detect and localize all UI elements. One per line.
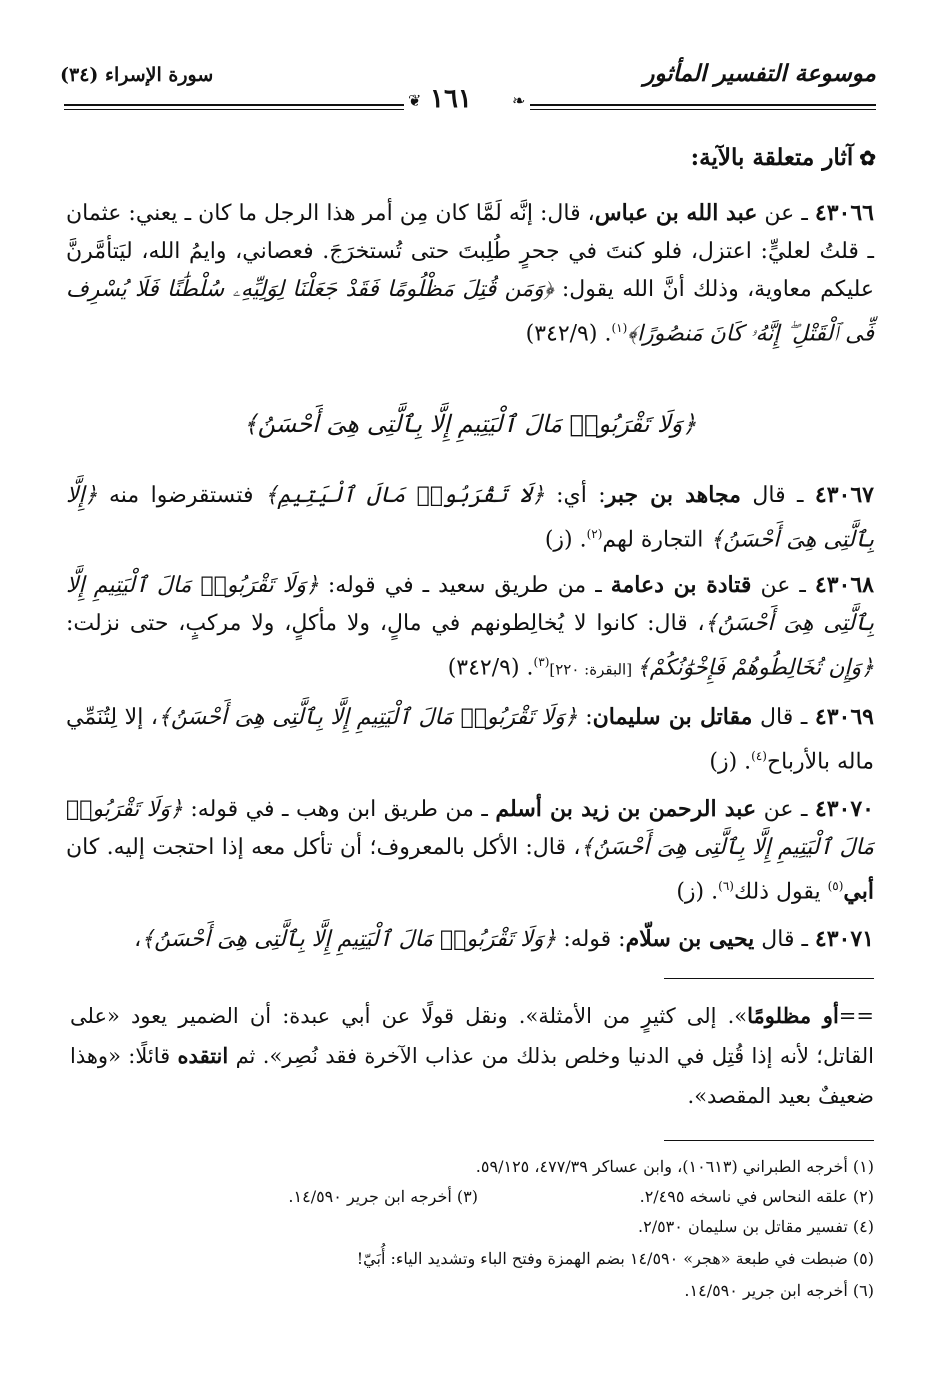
narrator-name: عبد الرحمن بن زيد بن أسلم bbox=[495, 796, 757, 822]
text: : أي: bbox=[544, 483, 606, 508]
header-rule bbox=[530, 104, 876, 106]
continuation-mark: == bbox=[838, 1004, 874, 1028]
footnote-ref: (٥) bbox=[827, 879, 844, 893]
text: ، إلا لِتُنَمِّي ماله بالأرباح bbox=[66, 705, 874, 775]
quran-quote: ﴿وَلَا تَقْرَبُوا۟ مَالَ ٱلْيَتِيمِ إِلَّا بِٱلَّتِى هِىَ أَحْسَنُ﴾ bbox=[66, 573, 874, 636]
quran-quote: ﴿وَلَا تَقْرَبُوا۟ مَالَ ٱلْيَتِيمِ إِلَّا بِٱلَّتِى هِىَ أَحْسَنُ﴾ bbox=[141, 927, 557, 952]
quran-quote: ﴿إِلَّا بِٱلَّتِى هِىَ أَحْسَنُ﴾ bbox=[66, 483, 874, 553]
text: ، bbox=[134, 927, 142, 952]
quran-quote: ﴿لَا تَقْرَبُوا۟ مَالَ ٱلْيَتِيمِ﴾ bbox=[264, 483, 545, 508]
footnote: (٤) تفسير مقاتل بن سليمان ٢/٥٣٠. bbox=[638, 1217, 874, 1236]
text: . (٣٤٢/٩) bbox=[447, 655, 534, 681]
section-heading bbox=[691, 144, 876, 171]
text: فتستقرضوا منه bbox=[97, 483, 265, 508]
ayah-heading: ﴿وَلَا تَقْرَبُوا۟ مَالَ ٱلْيَتِيمِ إِلَّا بِٱلَّتِى هِىَ أَحْسَنُ﴾ bbox=[243, 410, 697, 438]
footnote-ref: (١) bbox=[611, 321, 628, 335]
text: يقول ذلك bbox=[733, 879, 828, 905]
footnote-ref: (٤) bbox=[751, 749, 767, 763]
text: : قوله: bbox=[556, 927, 626, 952]
footnote-continuation bbox=[70, 996, 874, 1116]
page-number: ١٦١ bbox=[430, 84, 472, 114]
text: قائلًا: «وهذا ضعيفٌ بعيد المقصد». bbox=[70, 1044, 874, 1108]
header-rule bbox=[64, 104, 404, 106]
item-number: ٤٣٠٧٠ bbox=[814, 796, 874, 822]
ornament-icon: ❦ bbox=[408, 91, 422, 110]
footnote-separator bbox=[664, 1140, 874, 1141]
section-title: آثار متعلقة بالآية: bbox=[690, 144, 854, 171]
text: . (ز) bbox=[676, 879, 719, 905]
paragraph bbox=[66, 476, 874, 559]
item-number: ٤٣٠٧١ bbox=[814, 926, 874, 952]
paragraph bbox=[66, 194, 874, 353]
item-number: ٤٣٠٦٨ bbox=[814, 572, 874, 598]
footnote-row bbox=[66, 1186, 874, 1208]
footnote: (٣) أخرجه ابن جرير ١٤/٥٩٠. bbox=[288, 1187, 478, 1206]
narrator-name: يحيى بن سلّام bbox=[625, 926, 755, 952]
item-number: ٤٣٠٦٦ bbox=[814, 200, 874, 226]
text: . (ز) bbox=[709, 749, 752, 775]
citation: [البقرة: ٢٢٠] bbox=[549, 660, 637, 679]
narrator-name: مقاتل بن سليمان bbox=[592, 704, 753, 730]
ornament-icon: ❧ bbox=[512, 91, 526, 110]
bold-text: انتقده bbox=[177, 1043, 229, 1068]
text: ـ من طريق ابن وهب ـ في قوله: bbox=[182, 797, 496, 822]
footnote-separator bbox=[664, 978, 874, 979]
text: : bbox=[577, 705, 593, 730]
paragraph bbox=[66, 566, 874, 688]
bold-text: أو مظلومًا bbox=[747, 1003, 839, 1028]
text: ». إلى كثيرٍ من الأمثلة». ونقل قولًا عن أبي عبدة: أن الضمير يعود «على القاتل؛ لأنه إذا قُتِل في الدنيا وخلص بذلك من عذاب الآخرة فقد نُصِر». ثم bbox=[70, 1004, 874, 1068]
narrator-name: عبد الله بن عباس bbox=[594, 200, 758, 226]
text: ـ قال bbox=[754, 927, 815, 952]
narrator-name: أبي bbox=[843, 878, 874, 905]
quran-quote: ﴿وَلَا تَقْرَبُوا۟ مَالَ ٱلْيَتِيمِ إِلَّا بِٱلَّتِى هِىَ أَحْسَنُ﴾ bbox=[66, 797, 874, 860]
flower-icon: ✿ bbox=[859, 146, 876, 170]
text: ، قال: كانوا لا يُخالِطونهم في مالٍ، ولا مأكلٍ، ولا مركبٍ، حتى نزلت: bbox=[66, 611, 705, 636]
paragraph bbox=[66, 790, 874, 911]
footnote: (٦) أخرجه ابن جرير ١٤/٥٩٠. bbox=[684, 1281, 874, 1300]
text: . (ز) bbox=[544, 527, 587, 553]
text: . (٣٤٢/٩) bbox=[525, 321, 612, 347]
footnote: (٢) علقه النحاس في ناسخه ٢/٤٩٥. bbox=[639, 1187, 874, 1206]
quran-quote: ﴿وَإِن تُخَالِطُوهُمْ فَإِخْوَٰنُكُمْ﴾ bbox=[636, 655, 874, 681]
text: ـ قال bbox=[752, 705, 815, 730]
footnote: (٥) ضبطت في طبعة «هجر» ١٤/٥٩٠ بضم الهمزة وفتح الباء وتشديد الياء: أُبَيّ! bbox=[356, 1249, 874, 1268]
quran-quote: ﴿وَمَن قُتِلَ مَظْلُومًا فَقَدْ جَعَلْنَا لِوَلِيِّهِۦ سُلْطَٰنًا فَلَا يُسْرِف فِّى ٱلْقَتْلِ ۖ إِنَّهُۥ كَانَ مَنصُورًا﴾ bbox=[66, 277, 874, 347]
footnote-ref: (٢) bbox=[586, 527, 603, 541]
text: ، قال: إنَّه لَمَّا كان مِن أمر هذا الرجل ما كان ـ يعني: عثمان ـ قلتُ لعليٍّ: اعتزل، فلو كنتَ في جحرٍ طُلِبتَ حتى تُستخرَجَ. فعصاني، وايمُ الله، ليَتأمَّرنَّ عليكم معاوية، وذلك أنَّ الله يقول: bbox=[66, 201, 874, 302]
surah-label: سورة الإسراء (٣٤) bbox=[60, 64, 214, 86]
text: التجارة لهم bbox=[602, 527, 711, 553]
footnote: (١) أخرجه الطبراني (١٠٦١٣)، وابن عساكر ٤٧٧/٣٩، ٥٩/١٢٥. bbox=[475, 1157, 874, 1176]
item-number: ٤٣٠٦٧ bbox=[814, 482, 874, 508]
text: ـ من طريق سعيد ـ في قوله: bbox=[318, 573, 611, 598]
book-title: موسوعة التفسير المأثور bbox=[643, 60, 876, 87]
footnote-ref: (٦) bbox=[718, 879, 734, 893]
header-rule bbox=[64, 109, 404, 110]
paragraph bbox=[66, 698, 874, 781]
item-number: ٤٣٠٦٩ bbox=[814, 704, 874, 730]
text: ـ عن bbox=[757, 201, 815, 226]
narrator-name: قتادة بن دعامة bbox=[610, 572, 752, 598]
text: ـ قال bbox=[740, 483, 815, 508]
paragraph bbox=[66, 920, 874, 959]
narrator-name: مجاهد بن جبر bbox=[605, 482, 741, 508]
footnote-ref: (٣) bbox=[533, 655, 550, 669]
text: ـ عن bbox=[751, 573, 815, 598]
quran-quote: ﴿وَلَا تَقْرَبُوا۟ مَالَ ٱلْيَتِيمِ إِلَّا بِٱلَّتِى هِىَ أَحْسَنُ﴾ bbox=[158, 705, 578, 730]
text: ، قال: الأكل بالمعروف؛ أن تأكل معه إذا احتجت إليه. كان bbox=[66, 835, 581, 860]
text: ـ عن bbox=[756, 797, 815, 822]
header-rule bbox=[530, 109, 876, 110]
